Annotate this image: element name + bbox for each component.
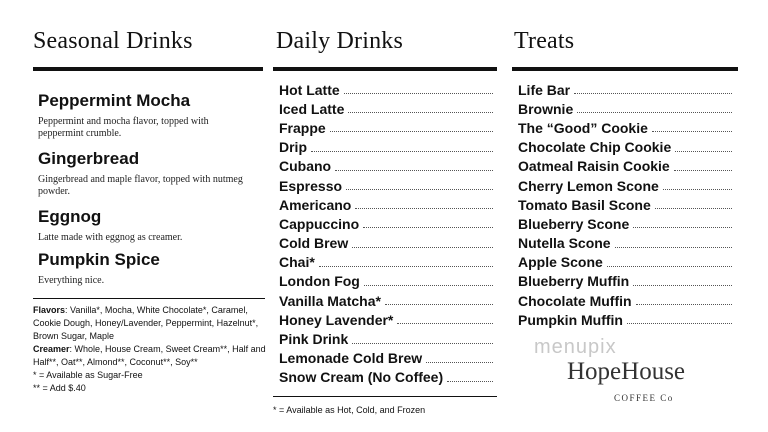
daily-list-item	[279, 253, 493, 272]
dotted-leader	[577, 112, 732, 113]
daily-item-name: Cappuccino	[279, 216, 363, 232]
dotted-leader	[633, 227, 732, 228]
treats-item-name: Apple Scone	[518, 254, 607, 270]
daily-item-name: Cubano	[279, 158, 335, 174]
treats-column	[512, 0, 738, 432]
dotted-leader	[352, 343, 493, 344]
treats-item-name: Chocolate Muffin	[518, 293, 636, 309]
daily-list-item	[279, 291, 493, 310]
dotted-leader	[348, 112, 493, 113]
treats-list-item	[518, 214, 732, 233]
daily-item-name: Frappe	[279, 120, 330, 136]
dotted-leader	[627, 323, 732, 324]
daily-column	[273, 0, 497, 432]
treats-rule	[512, 67, 738, 71]
flavors-label: Flavors	[33, 305, 66, 315]
treats-item-name: Pumpkin Muffin	[518, 312, 627, 328]
daily-item-name: Lemonade Cold Brew	[279, 350, 426, 366]
treats-list	[518, 80, 732, 329]
seasonal-divider	[33, 298, 265, 299]
treats-list-item	[518, 99, 732, 118]
seasonal-column	[33, 0, 266, 432]
daily-list-item	[279, 329, 493, 348]
seasonal-item-desc: Latte made with eggnog as creamer.	[38, 232, 183, 243]
dotted-leader	[335, 170, 493, 171]
daily-list-item	[279, 310, 493, 329]
treats-list-item	[518, 176, 732, 195]
dotted-leader	[574, 93, 732, 94]
treats-item-name: Cherry Lemon Scone	[518, 178, 663, 194]
sugar-free-note: * = Available as Sugar-Free	[33, 370, 143, 380]
dotted-leader	[330, 131, 493, 132]
dotted-leader	[426, 362, 493, 363]
treats-item-name: Blueberry Scone	[518, 216, 633, 232]
daily-item-name: Pink Drink	[279, 331, 352, 347]
treats-list-item	[518, 310, 732, 329]
seasonal-item-title: Peppermint Mocha	[38, 91, 191, 110]
dotted-leader	[447, 381, 493, 382]
dotted-leader	[352, 247, 493, 248]
dotted-leader	[364, 285, 493, 286]
dotted-leader	[674, 170, 732, 171]
seasonal-item-title: Eggnog	[38, 207, 102, 226]
treats-list-item	[518, 253, 732, 272]
dotted-leader	[397, 323, 493, 324]
treats-list-item	[518, 195, 732, 214]
daily-list-item	[279, 176, 493, 195]
treats-list-item	[518, 234, 732, 253]
flavors-text: : Vanilla*, Mocha, White Chocolate*, Caramel, Cookie Dough, Honey/Lavender, Peppermint, Hazelnut*, Brown Sugar, Maple	[33, 305, 259, 341]
daily-list-item	[279, 368, 493, 387]
daily-list	[279, 80, 493, 387]
daily-item-name: Snow Cream (No Coffee)	[279, 369, 447, 385]
daily-list-item	[279, 272, 493, 291]
hopehouse-logo: HopeHouse	[567, 358, 686, 385]
daily-item-name: London Fog	[279, 273, 364, 289]
dotted-leader	[655, 208, 732, 209]
dotted-leader	[344, 93, 493, 94]
flavors-block	[33, 304, 268, 395]
daily-list-item	[279, 349, 493, 368]
treats-heading: Treats	[514, 28, 575, 54]
dotted-leader	[633, 285, 732, 286]
daily-item-name: Iced Latte	[279, 101, 348, 117]
treats-list-item	[518, 157, 732, 176]
dotted-leader	[615, 247, 732, 248]
dotted-leader	[311, 151, 493, 152]
dotted-leader	[355, 208, 493, 209]
seasonal-item-title: Pumpkin Spice	[38, 250, 160, 269]
treats-item-name: Oatmeal Raisin Cookie	[518, 158, 674, 174]
dotted-leader	[319, 266, 493, 267]
seasonal-item-desc: Peppermint and mocha flavor, topped with peppermint crumble.	[38, 116, 209, 139]
dotted-leader	[663, 189, 732, 190]
treats-list-item	[518, 272, 732, 291]
daily-item-name: Hot Latte	[279, 82, 344, 98]
seasonal-rule	[33, 67, 263, 71]
daily-item-name: Vanilla Matcha*	[279, 293, 385, 309]
dotted-leader	[385, 304, 493, 305]
daily-item-name: Americano	[279, 197, 355, 213]
dotted-leader	[652, 131, 732, 132]
treats-list-item	[518, 80, 732, 99]
dotted-leader	[675, 151, 732, 152]
dotted-leader	[636, 304, 732, 305]
creamer-label: Creamer	[33, 344, 70, 354]
treats-list-item	[518, 138, 732, 157]
menupix-watermark: menupix	[534, 336, 617, 358]
dotted-leader	[346, 189, 493, 190]
daily-list-item	[279, 80, 493, 99]
treats-list-item	[518, 118, 732, 137]
daily-list-item	[279, 138, 493, 157]
treats-item-name: Tomato Basil Scone	[518, 197, 655, 213]
seasonal-item-title: Gingerbread	[38, 149, 140, 168]
daily-heading: Daily Drinks	[276, 28, 404, 54]
treats-item-name: Life Bar	[518, 82, 574, 98]
treats-list-item	[518, 291, 732, 310]
dotted-leader	[607, 266, 732, 267]
daily-list-item	[279, 157, 493, 176]
treats-item-name: Nutella Scone	[518, 235, 615, 251]
daily-list-item	[279, 214, 493, 233]
daily-item-name: Honey Lavender*	[279, 312, 397, 328]
daily-divider	[273, 396, 497, 397]
treats-item-name: Blueberry Muffin	[518, 273, 633, 289]
daily-item-name: Cold Brew	[279, 235, 352, 251]
daily-list-item	[279, 99, 493, 118]
daily-item-name: Drip	[279, 139, 311, 155]
hopehouse-logo-sub: COFFEE Co	[614, 393, 674, 403]
daily-list-item	[279, 118, 493, 137]
seasonal-heading: Seasonal Drinks	[33, 28, 193, 54]
treats-item-name: Brownie	[518, 101, 577, 117]
creamer-text: : Whole, House Cream, Sweet Cream**, Half and Half**, Oat**, Almond**, Coconut**, Soy**	[33, 344, 266, 367]
dotted-leader	[363, 227, 493, 228]
add-price-note: ** = Add $.40	[33, 383, 86, 393]
daily-rule	[273, 67, 497, 71]
daily-list-item	[279, 234, 493, 253]
daily-list-item	[279, 195, 493, 214]
seasonal-item-desc: Gingerbread and maple flavor, topped with nutmeg powder.	[38, 174, 243, 197]
treats-item-name: The “Good” Cookie	[518, 120, 652, 136]
treats-item-name: Chocolate Chip Cookie	[518, 139, 675, 155]
daily-item-name: Chai*	[279, 254, 319, 270]
daily-footnote: * = Available as Hot, Cold, and Frozen	[273, 405, 426, 415]
seasonal-item-desc: Everything nice.	[38, 275, 105, 286]
daily-item-name: Espresso	[279, 178, 346, 194]
